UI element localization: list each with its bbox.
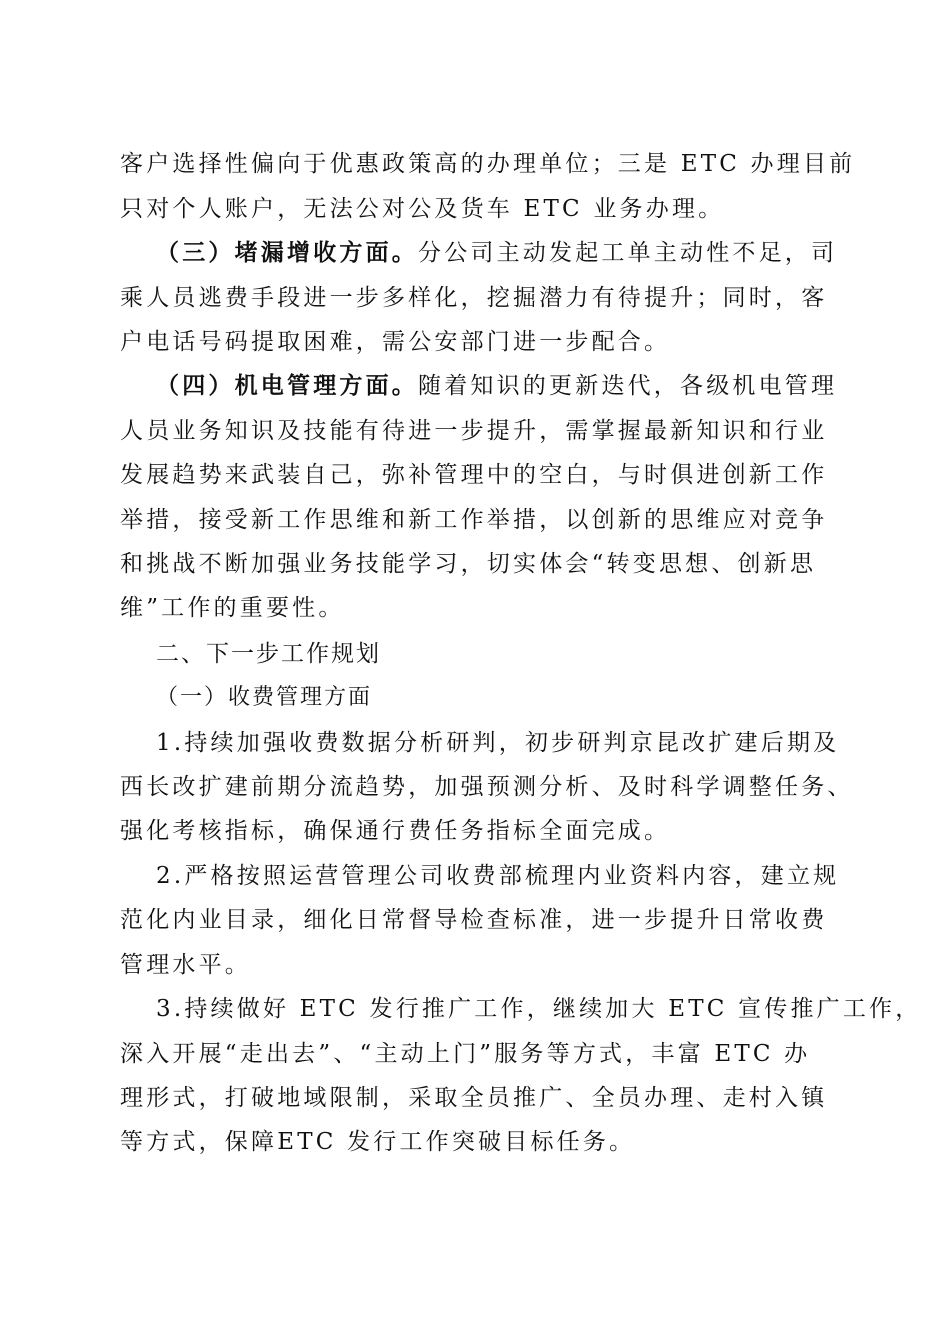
- section-heading: 二、下一步工作规划: [156, 641, 381, 667]
- paragraph-line: 西长改扩建前期分流趋势，加强预测分析、及时科学调整任务、: [120, 774, 854, 800]
- paragraph-line: 举措，接受新工作思维和新工作举措，以创新的思维应对竞争: [120, 507, 828, 533]
- paragraph-heading: （三）堵漏增收方面。: [156, 239, 418, 266]
- paragraph-text: 分公司主动发起工单主动性不足，司: [418, 240, 838, 266]
- paragraph-line: 乘人员逃费手段进一步多样化，挖掘潜力有待提升；同时，客: [120, 285, 828, 311]
- paragraph-line: 客户选择性偏向于优惠政策高的办理单位；三是 ETC 办理目前: [120, 151, 856, 177]
- paragraph-line: 2.严格按照运营管理公司收费部梳理内业资料内容，建立规: [156, 863, 840, 889]
- paragraph-line: 1.持续加强收费数据分析研判，初步研判京昆改扩建后期及: [156, 730, 840, 756]
- paragraph-line: 深入开展“走出去”、“主动上门”服务等方式，丰富 ETC 办: [120, 1041, 811, 1067]
- paragraph-heading: （四）机电管理方面。: [156, 372, 418, 399]
- paragraph-line: 维”工作的重要性。: [120, 595, 345, 621]
- subsection-heading: （一）收费管理方面: [156, 685, 373, 710]
- paragraph-line: 范化内业目录，细化日常督导检查标准，进一步提升日常收费: [120, 907, 828, 933]
- paragraph-line: [156, 371, 837, 401]
- paragraph-line: 发展趋势来武装自己，弥补管理中的空白，与时俱进创新工作: [120, 462, 828, 488]
- paragraph-line: 3.持续做好 ETC 发行推广工作，继续加大 ETC 宣传推广工作，: [156, 996, 922, 1022]
- paragraph-line: 户电话号码提取困难，需公安部门进一步配合。: [120, 329, 671, 355]
- paragraph-line: 理形式，打破地域限制，采取全员推广、全员办理、走村入镇: [120, 1085, 828, 1111]
- paragraph-line: 和挑战不断加强业务技能学习，切实体会“转变思想、创新思: [120, 551, 817, 577]
- paragraph-text: 随着知识的更新迭代，各级机电管理: [418, 373, 838, 399]
- paragraph-line: 管理水平。: [120, 952, 251, 978]
- paragraph-line: 只对个人账户，无法公对公及货车 ETC 业务办理。: [120, 196, 725, 222]
- paragraph-line: 强化考核指标，确保通行费任务指标全面完成。: [120, 818, 671, 844]
- paragraph-line: [156, 238, 837, 268]
- paragraph-line: 等方式，保障ETC 发行工作突破目标任务。: [120, 1129, 636, 1155]
- paragraph-line: 人员业务知识及技能有待进一步提升，需掌握最新知识和行业: [120, 418, 828, 444]
